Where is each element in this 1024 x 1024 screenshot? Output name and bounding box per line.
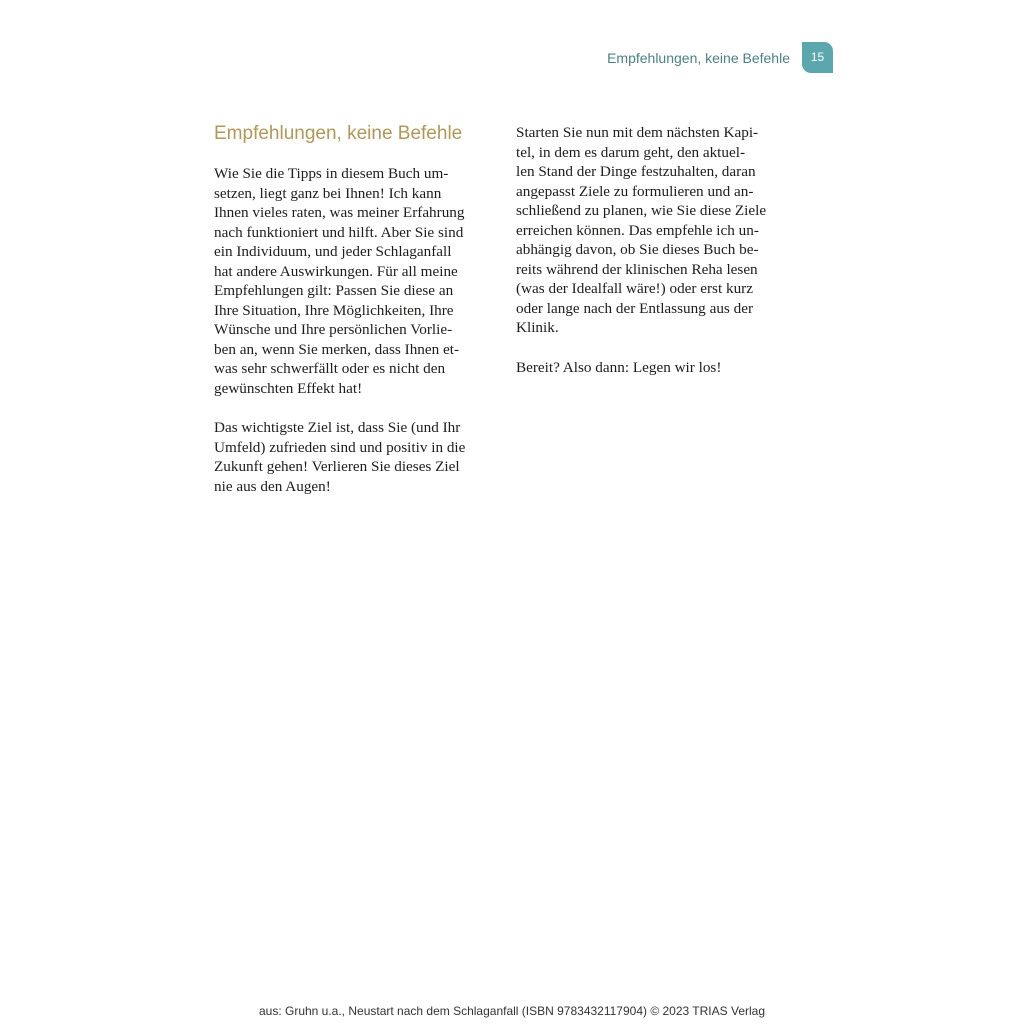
left-column	[214, 121, 499, 496]
paragraph-tips: Wie Sie die Tipps in diesem Buch um- setzen, liegt ganz bei Ihnen! Ich kann Ihnen vieles raten, was meiner Erfahrung nach funktioniert und hilft. Aber Sie sind ein Individuum, und jeder Schlaganfall hat andere Auswirkungen. Für all meine Empfehlungen gilt: Passen Sie diese an Ihre Situation, Ihre Möglichkeiten, Ihre Wünsche und Ihre persönlichen Vorlie- ben an, wenn Sie merken, dass Ihnen et- was sehr schwerfällt oder es nicht den gewünschten Effekt hat!	[214, 165, 465, 398]
right-column	[516, 121, 801, 377]
running-header-title: Empfehlungen, keine Befehle	[607, 50, 790, 66]
source-citation: aus: Gruhn u.a., Neustart nach dem Schlaganfall (ISBN 9783432117904) © 2023 TRIAS Verlag	[258, 1004, 766, 1018]
paragraph-ready: Bereit? Also dann: Legen wir los!	[516, 358, 722, 376]
paragraph-next-chapter: Starten Sie nun mit dem nächsten Kapi- tel, in dem es darum geht, den aktuel- len Stand der Dinge festzuhalten, daran angepasst Ziele zu formulieren und an- schließend zu planen, wie Sie diese Ziele erreichen können. Das empfehle ich un- abhängig davon, ob Sie dieses Buch be- reits während der klinischen Reha lesen (was der Idealfall wäre!) oder erst kurz oder lange nach der Entlassung aus der Klinik.	[516, 124, 767, 337]
section-heading: Empfehlungen, keine Befehle	[214, 123, 463, 144]
paragraph-goal: Das wichtigste Ziel ist, dass Sie (und Ihr Umfeld) zufrieden sind und positiv in die Zukunft gehen! Verlieren Sie dieses Ziel nie aus den Augen!	[214, 419, 466, 495]
page-number-badge: 15	[802, 42, 833, 73]
